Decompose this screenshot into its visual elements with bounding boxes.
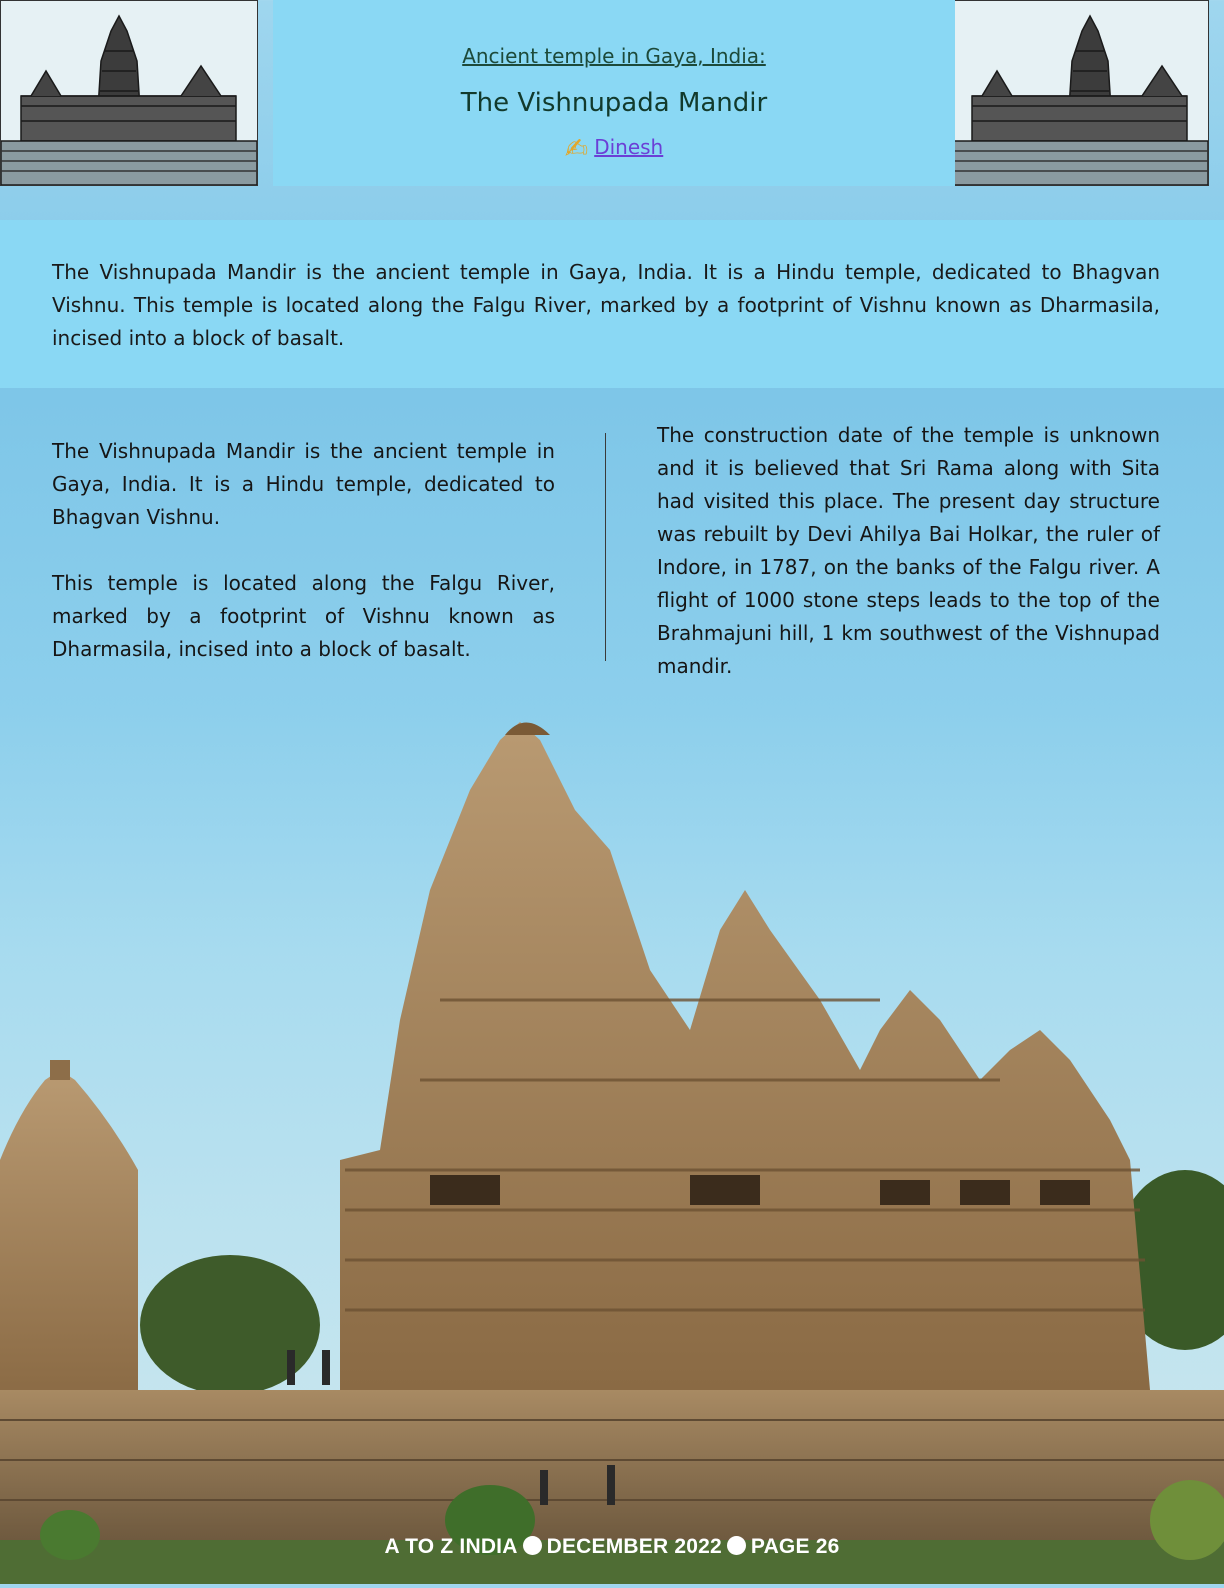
temple-engraving-left (0, 0, 258, 186)
temple-photo (0, 700, 1224, 1584)
temple-engraving-right (951, 0, 1209, 186)
article-header (273, 0, 955, 186)
bullet-dot-icon (523, 1536, 542, 1555)
footer-issue: DECEMBER 2022 (546, 1535, 722, 1558)
writing-hand-icon: ✍ (564, 132, 589, 165)
footer-page: PAGE 26 (750, 1535, 840, 1558)
bullet-dot-icon (727, 1536, 746, 1555)
right-column (657, 419, 1160, 683)
left-column (52, 435, 555, 666)
article-kicker: Ancient temple in Gaya, India: (462, 44, 766, 68)
left-paragraph-1: The Vishnupada Mandir is the ancient temple in Gaya, India. It is a Hindu temple, dedicated to Bhagvan Vishnu. (52, 439, 555, 529)
column-divider (605, 433, 606, 661)
article-title: The Vishnupada Mandir (460, 88, 768, 118)
byline (273, 132, 955, 165)
left-paragraph-2: This temple is located along the Falgu River, marked by a footprint of Vishnu known as Dharmasila, incised into a block of basalt. (52, 571, 555, 661)
right-paragraph-1: The construction date of the temple is unknown and it is believed that Sri Rama along with Sita had visited this place. The present day structure was rebuilt by Devi Ahilya Bai Holkar, the ruler of Indore, in 1787, on the banks of the Falgu river. A flight of 1000 stone steps leads to the top of the Brahmajuni hill, 1 km southwest of the Vishnupad mandir. (657, 423, 1160, 678)
footer-publication: A TO Z INDIA (384, 1535, 518, 1558)
intro-paragraph: The Vishnupada Mandir is the ancient temple in Gaya, India. It is a Hindu temple, dedicated to Bhagvan Vishnu. This temple is located along the Falgu River, marked by a footprint of Vishnu known as Dharmasila, incised into a block of basalt. (52, 260, 1160, 350)
page-footer (0, 1535, 1224, 1559)
author-link[interactable]: Dinesh (594, 135, 664, 159)
